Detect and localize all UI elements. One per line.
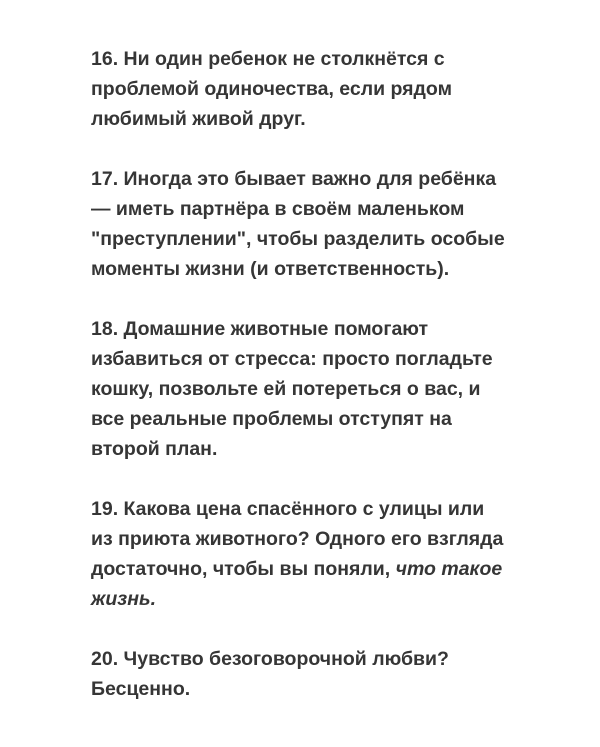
text-line: 19. Какова цена спасённого с улицы или [91,498,485,520]
text-line: 20. Чувство безоговорочной любви? [91,648,449,670]
text-fragment: достаточно, чтобы вы поняли, [91,558,396,580]
text-line: "преступлении", чтобы разделить особые [91,228,505,250]
text-line: 17. Иногда это бывает важно для ребёнка [91,168,497,190]
text-line: Бесценно. [91,678,191,700]
paragraph-18 [91,314,571,464]
text-line: избавиться от стресса: просто погладьте [91,348,493,370]
text-line: 18. Домашние животные помогают [91,318,429,340]
text-line: — иметь партнёра в своём маленьком [91,198,465,220]
italic-emphasis: что такое [395,558,503,580]
paragraph-16 [91,44,571,134]
document-body [91,44,571,734]
text-line: проблемой одиночества, если рядом [91,78,453,100]
text-line: 16. Ни один ребенок не столкнётся с [91,48,445,70]
text-line: из приюта животного? Одного его взгляда [91,528,504,550]
text-line: все реальные проблемы отступят на [91,408,452,430]
text-line: любимый живой друг. [91,108,306,130]
text-line: второй план. [91,438,218,460]
paragraph-19 [91,494,571,614]
italic-emphasis: жизнь. [91,588,156,610]
paragraph-17 [91,164,571,284]
text-line: кошку, позвольте ей потереться о вас, и [91,378,481,400]
text-line [91,554,571,584]
text-line: моменты жизни (и ответственность). [91,258,450,280]
paragraph-20 [91,644,571,704]
